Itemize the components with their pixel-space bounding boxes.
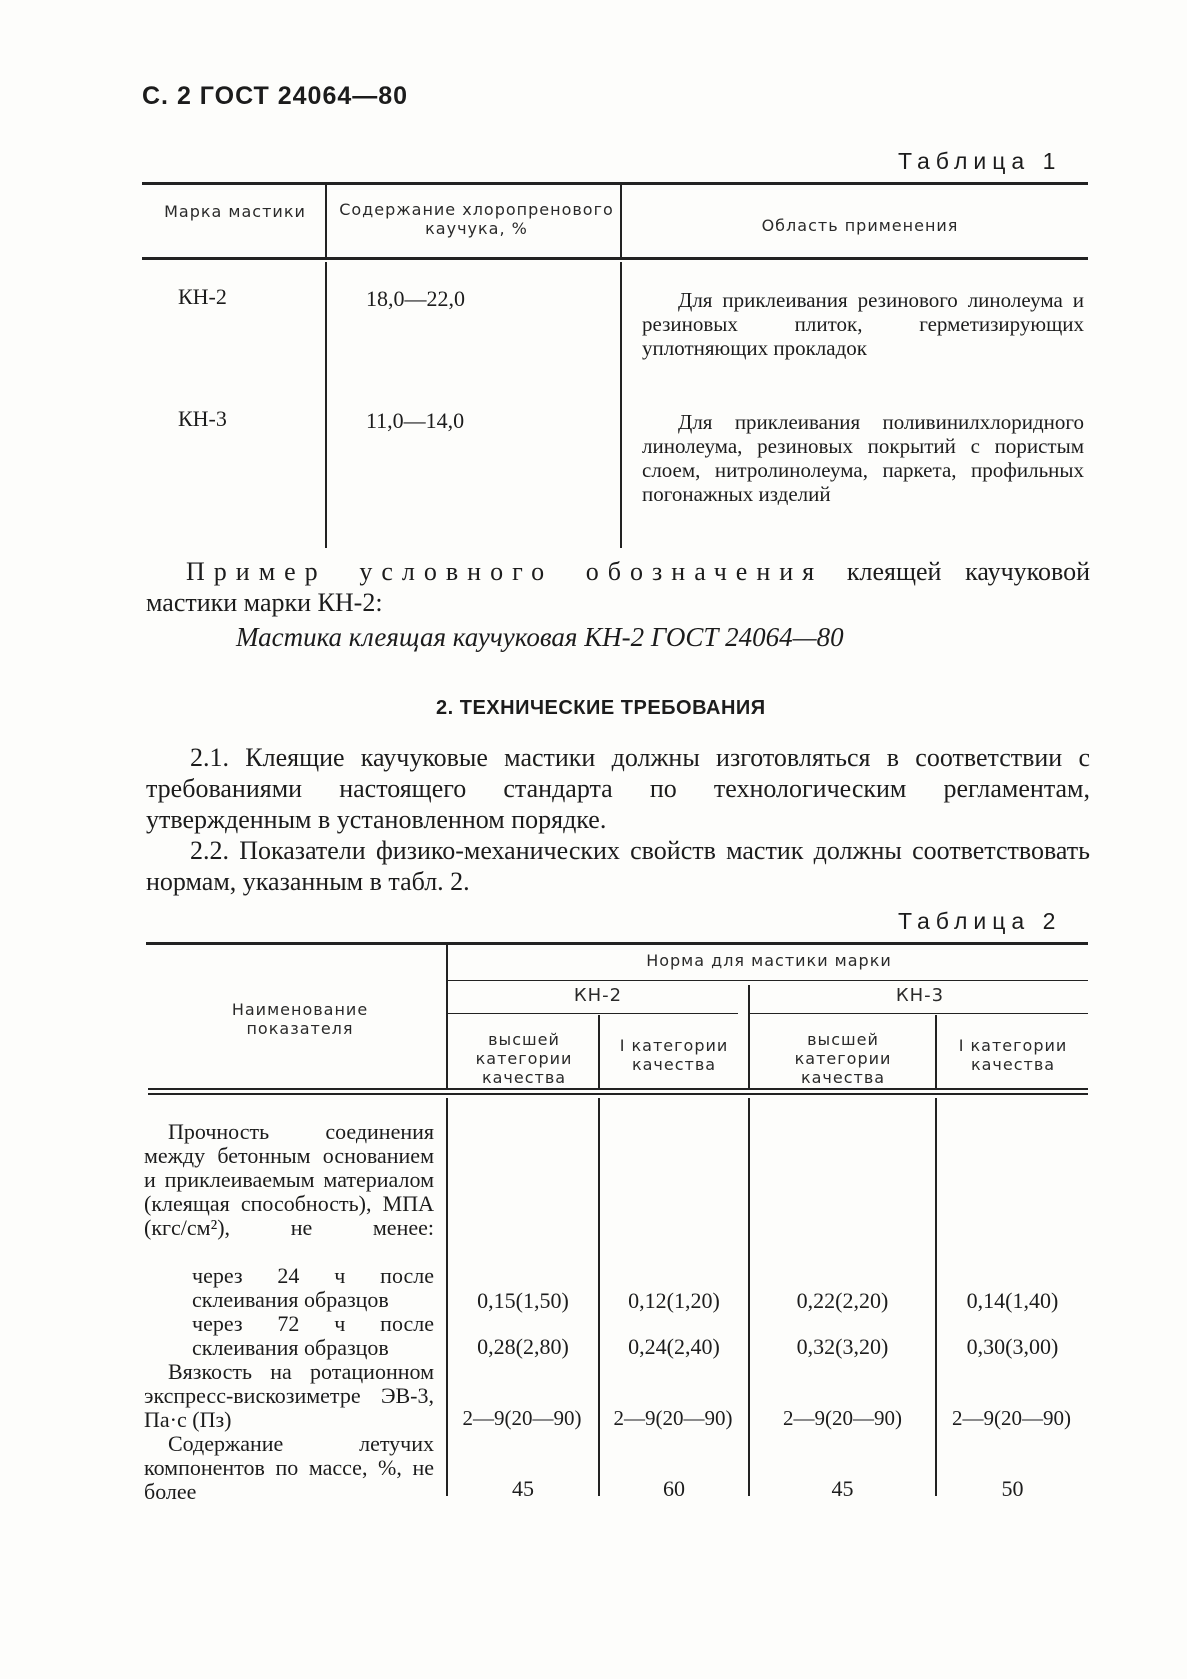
table1-header-rule	[142, 257, 1088, 260]
table2-subcol-4: I категории качества	[958, 1036, 1068, 1074]
table2-cell: 50	[1001, 1476, 1024, 1501]
example-lead: Пример условного обозначения	[186, 557, 824, 586]
example-designation: Мастика клеящая каучуковая КН-2 ГОСТ 24064—80	[236, 622, 844, 652]
table2-cell: 2—9(20—90)	[783, 1406, 902, 1430]
section2-p1: 2.1. Клеящие каучуковые мастики должны изготовляться в соответствии с требованиями настоящего стандарта по технологическим регламентам, утвержденным в установленном порядке.	[146, 743, 1090, 834]
table2-kn2-rule	[448, 1013, 738, 1014]
table2-subcol-1: высшей категории качества	[475, 1030, 573, 1087]
table2-kn3-rule	[748, 1013, 1088, 1014]
table1-col-content: Содержание хлоропренового каучука, %	[339, 200, 614, 238]
table1-caption: Таблица 1	[898, 148, 1062, 174]
section2-title: 2. ТЕХНИЧЕСКИЕ ТРЕБОВАНИЯ	[436, 697, 766, 719]
table1-vline-1-head	[325, 185, 327, 257]
table1-row1-usage: Для приклеивания резинового линолеума и резиновых плиток, герметизирующих уплотняющих прокладок	[642, 288, 1084, 360]
table2-cell: 0,28(2,80)	[477, 1334, 569, 1359]
table2-cell: 0,14(1,40)	[966, 1288, 1059, 1313]
table2-mark-kn2: КН-2	[573, 985, 623, 1006]
table2-header-rule-a	[148, 1088, 1088, 1090]
table2-mark-kn3: КН-3	[895, 985, 945, 1006]
table2-cell: 60	[663, 1476, 685, 1501]
table1-col-usage: Область применения	[761, 216, 959, 235]
table1-vline-2-head	[620, 185, 622, 257]
table1-vline-2	[620, 262, 622, 548]
table1-row1-mark: КН-2	[178, 284, 227, 309]
page-header: С. 2 ГОСТ 24064—80	[142, 82, 409, 110]
table2-caption: Таблица 2	[898, 908, 1062, 934]
table2-cell: 0,32(3,20)	[796, 1334, 889, 1359]
table2-strength-label: Прочность соединения между бетонным основанием и приклеиваемым материалом (клеящая способность), МПА (кгс/см²), не менее:	[144, 1119, 434, 1240]
table2-cell: 2—9(20—90)	[462, 1406, 582, 1430]
table2-vline-2-head	[748, 985, 750, 1088]
example-rest: клеящей каучуковой мастики марки КН-2:	[146, 557, 1090, 617]
table2-cell: 0,22(2,20)	[796, 1288, 889, 1313]
table2-subcol-2: I категории качества	[619, 1036, 729, 1074]
table2-cell: 0,30(3,00)	[966, 1334, 1059, 1359]
table1-row2-content: 11,0—14,0	[366, 408, 465, 433]
table1-top-rule	[142, 182, 1088, 185]
table2-volatile-label: Содержание летучих компонентов по массе, %, не более	[144, 1431, 434, 1504]
table2-cell: 2—9(20—90)	[952, 1406, 1071, 1430]
table2-cell: 0,12(1,20)	[628, 1288, 720, 1313]
table2-cell: 0,24(2,40)	[628, 1334, 720, 1359]
table2-header-rule-b	[148, 1093, 1088, 1095]
table2-subcol-3: высшей категории качества	[794, 1030, 892, 1087]
table2-norm-rule	[448, 980, 1088, 981]
table1-col-mark: Марка мастики	[164, 202, 306, 221]
table1-vline-1	[325, 262, 327, 548]
table2-top-rule	[146, 942, 1088, 945]
table2-vline-1-head	[598, 1015, 600, 1088]
table2-strength72-label: через 72 ч после склеивания образцов	[192, 1311, 434, 1360]
table2-cell: 45	[831, 1476, 854, 1501]
table2-col-norm: Норма для мастики марки	[646, 951, 892, 970]
table2-vline-name-head	[446, 945, 448, 1088]
table2-cell: 45	[512, 1476, 534, 1501]
table2-cell: 2—9(20—90)	[613, 1406, 733, 1430]
table2-strength24-label: через 24 ч после склеивания образцов	[192, 1263, 434, 1312]
table2-viscosity-label: Вязкость на ротационном экспресс-вискозиметре ЭВ-3, Па·с (Пз)	[144, 1359, 434, 1432]
example-paragraph	[146, 556, 1090, 618]
section2-p2: 2.2. Показатели физико-механических свойств мастик должны соответствовать нормам, указанным в табл. 2.	[146, 836, 1090, 896]
table2-col-name: Наименование показателя	[231, 1000, 369, 1038]
table1-row1-content: 18,0—22,0	[366, 286, 465, 311]
table1-row2-mark: КН-3	[178, 406, 227, 431]
table1-row2-usage: Для приклеивания поливинилхлоридного линолеума, резиновых покрытий с пористым слоем, нитролинолеума, паркета, профильных погонажных изделий	[642, 410, 1084, 506]
table2-vline-3-head	[935, 1015, 937, 1088]
table2-cell: 0,15(1,50)	[477, 1288, 569, 1313]
